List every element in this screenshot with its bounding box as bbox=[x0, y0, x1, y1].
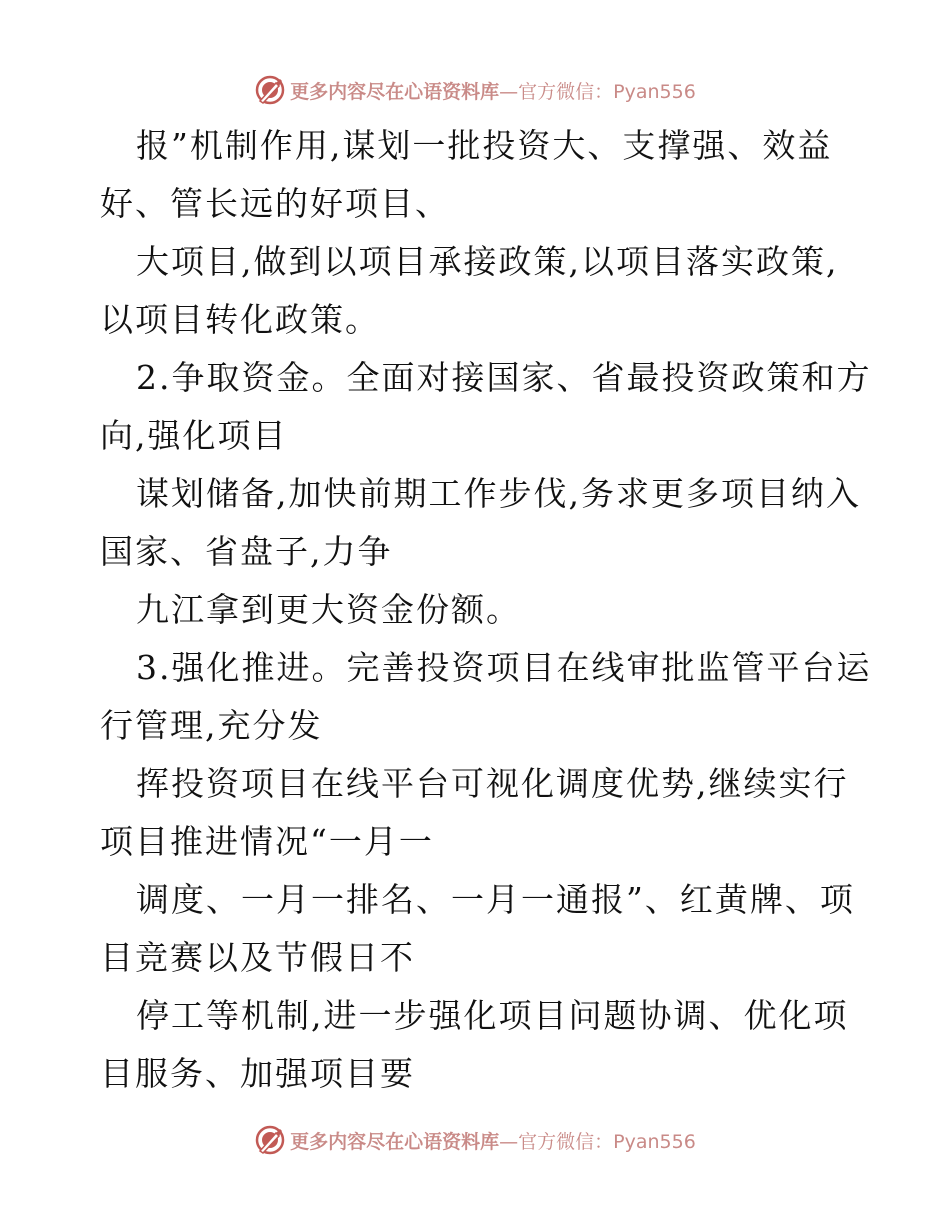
body-line: 谋划储备,加快前期工作步伐,务求更多项目纳入 bbox=[136, 474, 861, 513]
body-line: 项目推进情况“一月一 bbox=[100, 822, 434, 861]
pen-logo-icon bbox=[254, 1124, 286, 1156]
body-line: 以项目转化政策。 bbox=[100, 300, 380, 339]
header-banner-text bbox=[290, 77, 696, 104]
body-line: 2.争取资金。全面对接国家、省最投资政策和方 bbox=[136, 358, 872, 397]
header-banner bbox=[0, 70, 950, 110]
header-banner-dash: — bbox=[499, 80, 519, 103]
body-line: 行管理,充分发 bbox=[100, 706, 323, 745]
footer-banner-contact: 官方微信：Pyan556 bbox=[518, 1130, 696, 1153]
header-banner-title: 更多内容尽在心语资料库 bbox=[290, 80, 500, 103]
body-line: 3.强化推进。完善投资项目在线审批监管平台运 bbox=[136, 648, 872, 687]
body-line: 目服务、加强项目要 bbox=[100, 1054, 415, 1093]
body-line: 九江拿到更大资金份额。 bbox=[136, 590, 521, 629]
body-line: 报”机制作用,谋划一批投资大、支撑强、效益 bbox=[136, 126, 833, 165]
body-line: 目竞赛以及节假日不 bbox=[100, 938, 415, 977]
body-line: 大项目,做到以项目承接政策,以项目落实政策, bbox=[136, 242, 839, 281]
body-line: 好、管长远的好项目、 bbox=[100, 184, 450, 223]
body-line: 挥投资项目在线平台可视化调度优势,继续实行 bbox=[136, 764, 849, 803]
body-line: 停工等机制,进一步强化项目问题协调、优化项 bbox=[136, 996, 849, 1035]
footer-banner-text bbox=[290, 1127, 696, 1154]
header-banner-contact: 官方微信：Pyan556 bbox=[518, 80, 696, 103]
body-line: 向,强化项目 bbox=[100, 416, 288, 455]
pen-logo-icon bbox=[254, 74, 286, 106]
footer-banner-title: 更多内容尽在心语资料库 bbox=[290, 1130, 500, 1153]
document-body bbox=[100, 117, 872, 1103]
body-line: 调度、一月一排名、一月一通报”、红黄牌、项 bbox=[136, 880, 855, 919]
body-line: 国家、省盘子,力争 bbox=[100, 532, 393, 571]
footer-banner-dash: — bbox=[499, 1130, 519, 1153]
footer-banner bbox=[0, 1120, 950, 1160]
